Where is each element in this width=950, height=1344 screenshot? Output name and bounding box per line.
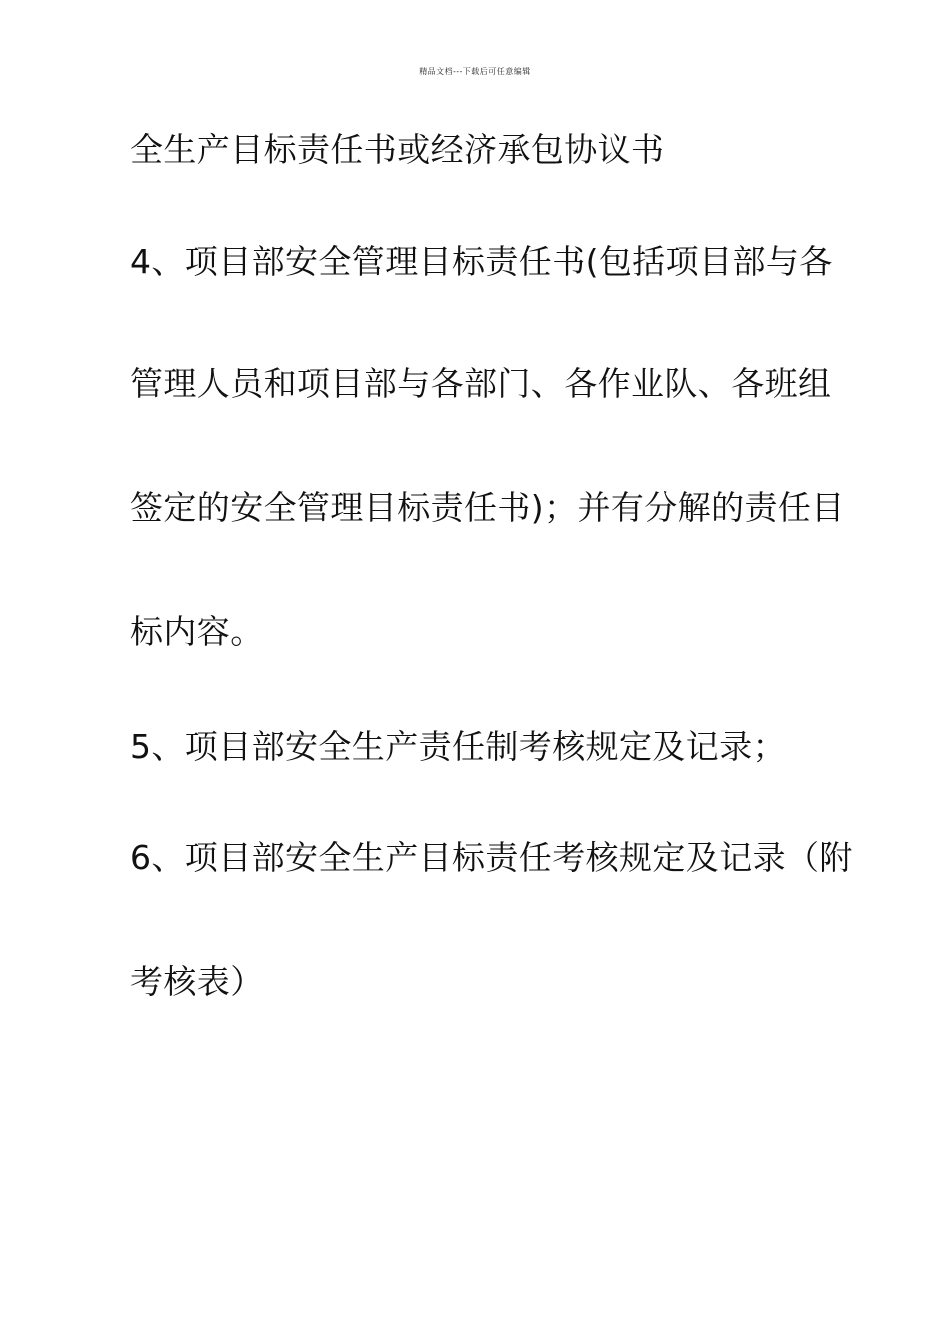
text-line: 管理人员和项目部与各部门、各作业队、各班组 [130,364,832,403]
text-line: 考核表） [130,962,264,1001]
text-line: 全生产目标责任书或经济承包协议书 [130,130,665,169]
text-line: 6、项目部安全生产目标责任考核规定及记录（附 [130,838,853,877]
text-line: 4、项目部安全管理目标责任书(包括项目部与各 [130,242,833,281]
text-line: 5、项目部安全生产责任制考核规定及记录； [130,727,786,766]
text-line: 签定的安全管理目标责任书)；并有分解的责任目 [130,488,845,527]
text-line: 标内容。 [130,612,264,651]
page-header: 精品文档---下载后可任意编辑 [419,67,531,76]
